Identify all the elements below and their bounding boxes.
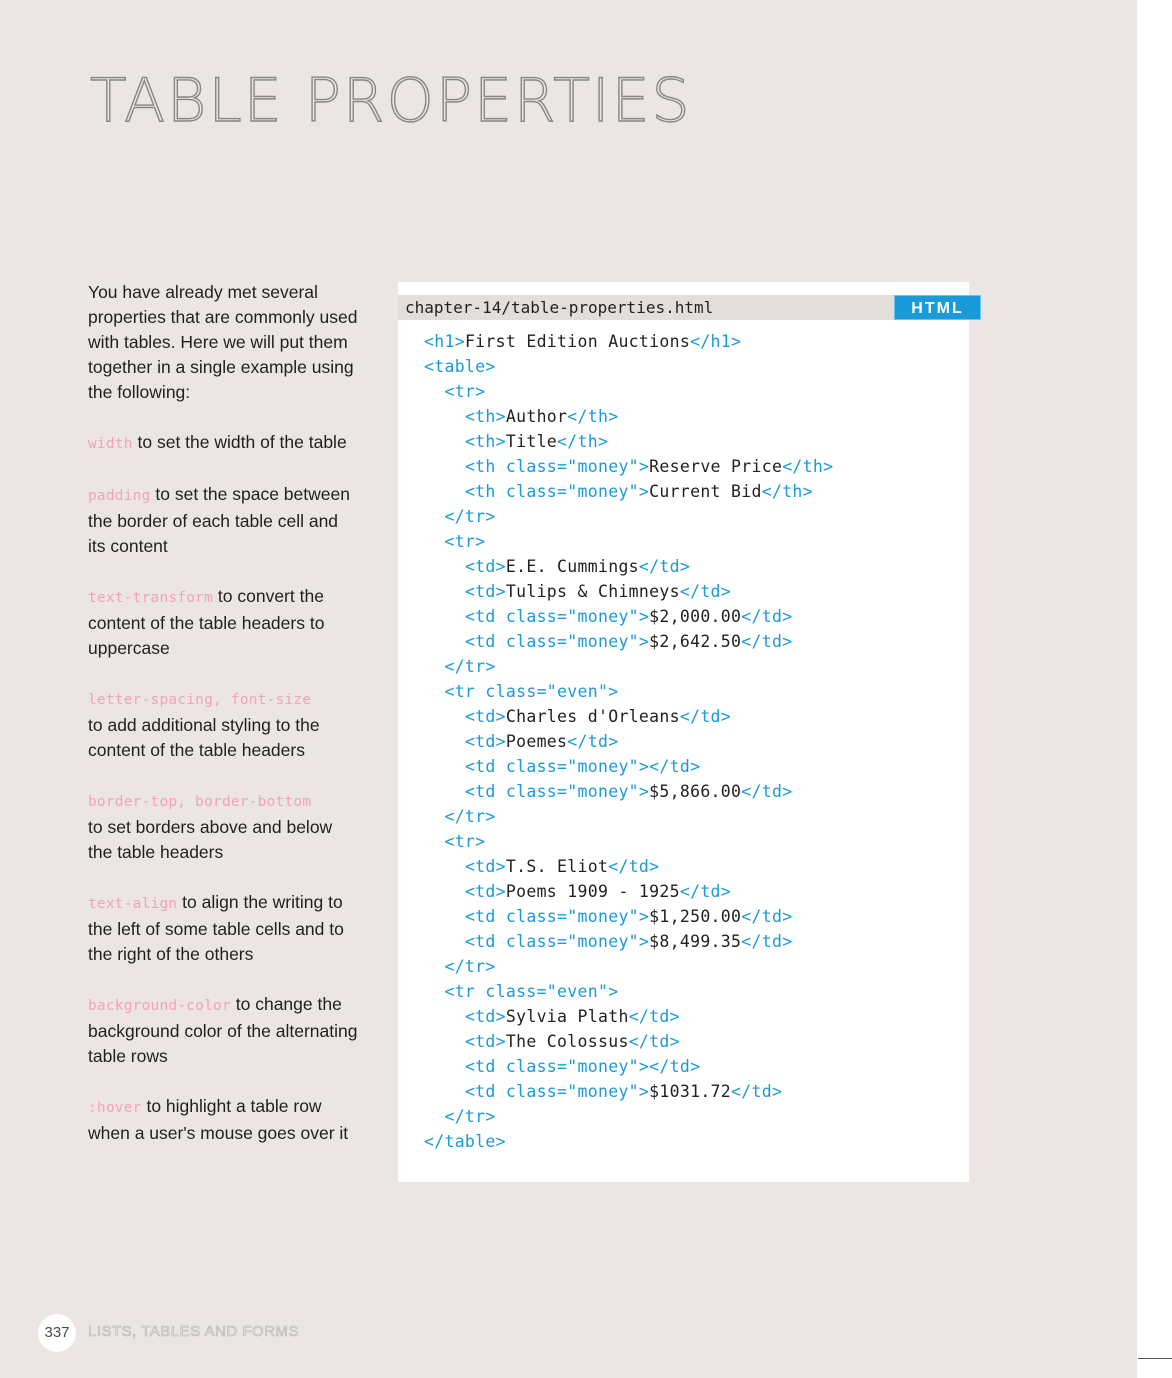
code-text	[424, 857, 465, 876]
property-item	[88, 482, 358, 559]
code-tag: <td>	[464, 1007, 506, 1026]
property-item	[88, 584, 358, 661]
code-tag: <td class="money">	[464, 782, 650, 801]
code-tag: <td>	[464, 857, 506, 876]
code-line	[424, 404, 833, 429]
code-text	[424, 382, 444, 401]
code-tag: <td>	[464, 1032, 506, 1051]
code-tag: </table>	[424, 1132, 506, 1151]
property-item	[88, 992, 358, 1069]
code-text	[424, 1082, 465, 1101]
code-text: Author	[505, 407, 568, 426]
code-line	[424, 779, 833, 804]
code-tag: </th>	[557, 432, 609, 451]
code-listing	[424, 329, 833, 1154]
code-text: $1,250.00	[649, 907, 742, 926]
code-line	[424, 804, 833, 829]
code-text	[424, 1032, 465, 1051]
code-tag: <td class="money">	[464, 932, 650, 951]
code-line	[424, 754, 833, 779]
code-text	[424, 832, 444, 851]
intro-lead: You have already met several properties that are commonly used with tables. Here we will put them together in a single example using the following:	[88, 282, 358, 402]
code-text	[424, 957, 444, 976]
property-name: background-color	[88, 998, 231, 1014]
code-text	[424, 607, 465, 626]
code-text	[424, 1107, 444, 1126]
code-tag: </td>	[638, 557, 691, 576]
code-text: Reserve Price	[649, 457, 783, 476]
code-line	[424, 479, 833, 504]
code-text	[424, 882, 465, 901]
code-text: Poems 1909 - 1925	[505, 882, 680, 901]
code-line	[424, 504, 833, 529]
code-tag: <td class="money">	[464, 607, 650, 626]
code-tag: </td>	[741, 607, 793, 626]
code-line	[424, 979, 833, 1004]
code-text: $1031.72	[649, 1082, 732, 1101]
code-text	[424, 582, 465, 601]
code-line	[424, 729, 833, 754]
code-text	[424, 1007, 465, 1026]
code-line	[424, 429, 833, 454]
code-line	[424, 379, 833, 404]
code-tag: </td>	[731, 1082, 783, 1101]
code-tag: <tr>	[444, 532, 486, 551]
property-description: to highlight a table row when a user's mouse goes over it	[88, 1096, 349, 1143]
code-tag: </td>	[628, 1007, 680, 1026]
code-text: Charles d'Orleans	[505, 707, 680, 726]
code-text	[424, 982, 444, 1001]
chapter-name: LISTS, TABLES AND FORMS	[88, 1323, 299, 1340]
code-line	[424, 1129, 833, 1154]
code-text: Title	[505, 432, 558, 451]
code-tag: </th>	[567, 407, 619, 426]
code-tag: </td>	[741, 632, 793, 651]
code-line	[424, 904, 833, 929]
code-tag: <td class="money"></td>	[464, 757, 701, 776]
code-tag: </tr>	[444, 657, 496, 676]
code-tag: </td>	[679, 882, 732, 901]
code-tag: </tr>	[444, 507, 496, 526]
code-line	[424, 329, 833, 354]
code-tag: <th>	[464, 432, 506, 451]
code-text: Tulips & Chimneys	[505, 582, 680, 601]
property-item	[88, 686, 358, 763]
property-description: to set the space between the border of each table cell and its content	[88, 484, 350, 556]
property-item	[88, 430, 358, 457]
code-text: $5,866.00	[649, 782, 742, 801]
code-tag: </td>	[741, 932, 793, 951]
code-line	[424, 1004, 833, 1029]
code-tag: <th class="money">	[464, 482, 650, 501]
code-text: Poemes	[505, 732, 568, 751]
code-tag: </td>	[679, 707, 732, 726]
code-text	[424, 657, 444, 676]
code-line	[424, 629, 833, 654]
code-text: The Colossus	[505, 1032, 629, 1051]
code-tag: </tr>	[444, 807, 496, 826]
code-tag: </td>	[567, 732, 619, 751]
code-text: T.S. Eliot	[505, 857, 609, 876]
code-text	[424, 482, 465, 501]
code-tag: <td>	[464, 707, 506, 726]
code-text	[424, 432, 465, 451]
code-tag: </td>	[741, 907, 793, 926]
code-tag: <td class="money">	[464, 1082, 650, 1101]
page-edge-line	[1138, 1358, 1172, 1359]
page-number-badge: 337	[38, 1314, 76, 1352]
code-tag: <table>	[424, 357, 496, 376]
code-line	[424, 1054, 833, 1079]
code-line	[424, 604, 833, 629]
code-tag: <td class="money">	[464, 907, 650, 926]
code-tag: </td>	[608, 857, 660, 876]
property-description: to convert the content of the table headers to uppercase	[88, 586, 325, 658]
code-line	[424, 954, 833, 979]
property-description: to change the background color of the alternating table rows	[88, 994, 358, 1066]
code-tag: <td>	[464, 557, 506, 576]
code-file-header	[398, 295, 981, 320]
code-tag: <td>	[464, 882, 506, 901]
code-text	[424, 557, 465, 576]
property-description: to align the writing to the left of some table cells and to the right of the others	[88, 892, 344, 964]
code-text: First Edition Auctions	[464, 332, 691, 351]
code-tag: </th>	[782, 457, 834, 476]
property-item	[88, 890, 358, 967]
code-text	[424, 1057, 465, 1076]
code-tag: <td class="money"></td>	[464, 1057, 701, 1076]
code-tag: <td class="money">	[464, 632, 650, 651]
property-name: padding	[88, 488, 151, 504]
code-text	[424, 732, 465, 751]
code-line	[424, 854, 833, 879]
property-description: to set the width of the table	[132, 432, 347, 452]
code-text	[424, 457, 465, 476]
code-text: E.E. Cummings	[505, 557, 639, 576]
code-text: Sylvia Plath	[505, 1007, 629, 1026]
code-tag: <td>	[464, 732, 506, 751]
property-name: border-top, border-bottom	[88, 794, 312, 810]
code-text	[424, 807, 444, 826]
code-text	[424, 682, 444, 701]
property-name: letter-spacing, font-size	[88, 692, 312, 708]
code-tag: </td>	[628, 1032, 680, 1051]
code-tag: </td>	[741, 782, 793, 801]
code-tag: </td>	[679, 582, 732, 601]
code-line	[424, 704, 833, 729]
code-line	[424, 829, 833, 854]
code-line	[424, 1079, 833, 1104]
code-line	[424, 654, 833, 679]
code-text	[424, 632, 465, 651]
code-tag: </h1>	[690, 332, 742, 351]
code-text	[424, 907, 465, 926]
code-tag: <th>	[464, 407, 506, 426]
code-line	[424, 579, 833, 604]
code-line	[424, 554, 833, 579]
property-name: text-transform	[88, 590, 214, 606]
code-text	[424, 507, 444, 526]
code-line	[424, 529, 833, 554]
code-line	[424, 454, 833, 479]
code-text	[424, 532, 444, 551]
property-name: :hover	[88, 1100, 142, 1116]
property-item	[88, 1094, 358, 1146]
code-filename: chapter-14/table-properties.html	[405, 298, 714, 317]
language-badge: HTML	[894, 295, 981, 320]
code-tag: </tr>	[444, 1107, 496, 1126]
code-tag: <td>	[464, 582, 506, 601]
code-line	[424, 1029, 833, 1054]
code-tag: <th class="money">	[464, 457, 650, 476]
page-title: TABLE PROPERTIES	[90, 66, 692, 136]
code-text: $8,499.35	[649, 932, 742, 951]
code-text: $2,000.00	[649, 607, 742, 626]
code-line	[424, 1104, 833, 1129]
code-tag: </tr>	[444, 957, 496, 976]
code-text	[424, 932, 465, 951]
code-line	[424, 679, 833, 704]
code-text	[424, 407, 465, 426]
code-tag: <h1>	[424, 332, 465, 351]
code-text: Current Bid	[649, 482, 762, 501]
property-name: width	[88, 436, 133, 452]
property-item	[88, 788, 358, 865]
intro-text	[88, 280, 358, 1171]
code-tag: </th>	[761, 482, 813, 501]
code-text	[424, 707, 465, 726]
code-line	[424, 354, 833, 379]
code-text: $2,642.50	[649, 632, 742, 651]
property-name: text-align	[88, 896, 178, 912]
code-text	[424, 782, 465, 801]
code-tag: <tr class="even">	[444, 682, 619, 701]
code-tag: <tr>	[444, 832, 486, 851]
property-description: to add additional styling to the content of the table headers	[88, 715, 320, 760]
code-text	[424, 757, 465, 776]
code-line	[424, 929, 833, 954]
code-line	[424, 879, 833, 904]
code-tag: <tr class="even">	[444, 982, 619, 1001]
code-tag: <tr>	[444, 382, 486, 401]
property-description: to set borders above and below the table headers	[88, 817, 333, 862]
